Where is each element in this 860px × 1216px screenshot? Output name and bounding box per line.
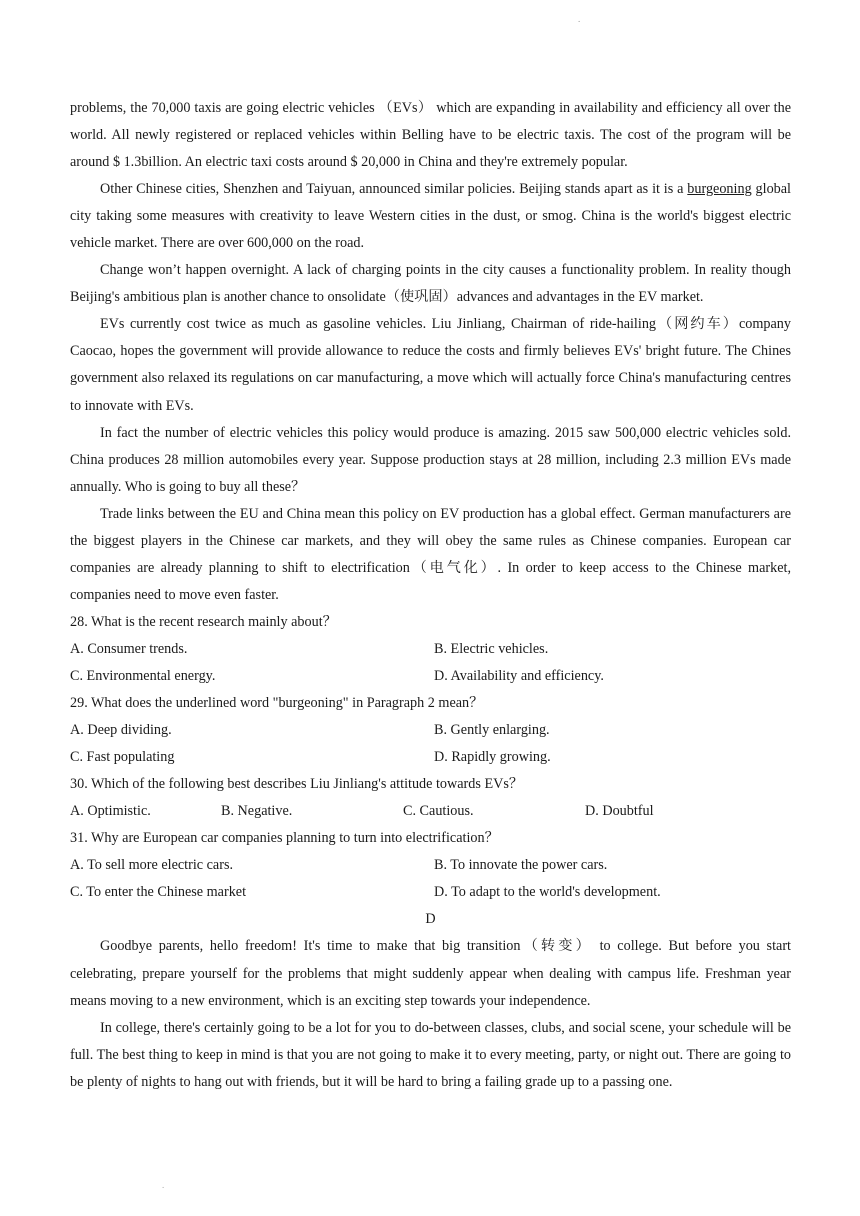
question-30-option-d: D. Doubtful [585,803,654,820]
question-31-option-b: B. To innovate the power cars. [434,857,608,874]
question-28-option-a: A. Consumer trends. [70,640,188,657]
passage-d-paragraph-2: In college, there's certainly going to be a lot for you to do-between classes, clubs, and social scene, your schedule will be full. The best thing to keep in mind is that you are not going to make it to every meeting, party, or night out. There are going to be plenty of nights to hang out with friends, but it will be hard to bring a failing grade up to a passing one. [70,1019,791,1090]
question-31-option-c: C. To enter the Chinese market [70,884,247,901]
question-29-option-d: D. Rapidly growing. [434,749,551,766]
question-30-option-a: A. Optimistic. [70,803,151,820]
passage-c-paragraph-2 [70,176,791,257]
question-28-option-d: D. Availability and efficiency. [434,667,604,684]
question-30-option-b: B. Negative. [221,803,293,820]
passage-c-paragraph-5: In fact the number of electric vehicles this policy would produce is amazing. 2015 saw 500,000 electric vehicles sold. China produces 28 million automobiles every year. Suppose production stays at 28 million, including 2.3 million EVs made annually. Who is going to buy all these？ [70,424,791,495]
underlined-word-burgeoning: burgeoning [687,181,752,198]
question-29-options [70,717,791,771]
page-bottom-mark: . [162,1180,165,1190]
paragraph-2-text-before: Other Chinese cities, Shenzhen and Taiyuan, announced similar policies. Beijing stands apart as it is a [100,181,688,198]
passage-c-paragraph-4: EVs currently cost twice as much as gasoline vehicles. Liu Jinliang, Chairman of ride-hailing（网约车）company Caocao, hopes the government will provide allowance to reduce the costs and firmly believes EVs' bright future. The Chines government also relaxed its regulations on car manufacturing, a move which will actually force China's manufacturing centres to innovate with EVs. [70,316,791,414]
question-30-stem: 30. Which of the following best describes Liu Jinliang's attitude towards EVs？ [70,776,524,793]
question-29-option-b: B. Gently enlarging. [434,722,550,739]
question-31-option-a: A. To sell more electric cars. [70,857,234,874]
question-28-option-b: B. Electric vehicles. [434,640,549,657]
question-31-stem: 31. Why are European car companies planning to turn into electrification？ [70,830,499,847]
passage-d-paragraph-1: Goodbye parents, hello freedom! It's time to make that big transition（转变） to college. But before you start celebrating, prepare yourself for the problems that might suddenly appear when dealing with campus life. Freshman year means moving to a new environment, which is an exciting step towards your independence. [70,938,791,1009]
question-28-options [70,636,791,690]
question-29-stem: 29. What does the underlined word "burgeoning" in Paragraph 2 mean？ [70,695,484,712]
question-29-option-c: C. Fast populating [70,749,175,766]
paragraph-2-text-after: global city taking some measures with creativity to leave Western cities in the dust, or smog. China is the world's biggest electric vehicle market. There are over 600,000 on the road. [70,181,791,252]
question-31-option-d: D. To adapt to the world's development. [434,884,661,901]
passage-c-paragraph-3: Change won’t happen overnight. A lack of charging points in the city causes a functionality problem. In reality though Beijing's ambitious plan is another chance to onsolidate（使巩固）advances and advantages in the EV market. [70,262,791,306]
question-28-option-c: C. Environmental energy. [70,667,216,684]
question-31-options [70,852,791,906]
passage-c-paragraph-6: Trade links between the EU and China mean this policy on EV production has a global effect. German manufacturers are the biggest players in the Chinese car markets, and they will obey the same rules as Chinese companies. European car companies are already planning to shift to electrification（电气化）. In order to keep access to the Chinese market, companies need to move even faster. [70,505,791,603]
question-30-options [70,798,791,825]
passage-d-label: D [425,911,436,928]
question-30-option-c: C. Cautious. [403,803,474,820]
passage-c-paragraph-1: problems, the 70,000 taxis are going electric vehicles （EVs） which are expanding in availability and efficiency all over the world. All newly registered or replaced vehicles within Belling have to be electric taxis. The cost of the program will be around $ 1.3billion. An electric taxi costs around $ 20,000 in China and they're extremely popular. [70,100,791,171]
page-top-mark: . [578,14,581,24]
question-28-stem: 28. What is the recent research mainly about？ [70,613,337,630]
question-29-option-a: A. Deep dividing. [70,722,172,739]
document-body [70,95,791,1096]
